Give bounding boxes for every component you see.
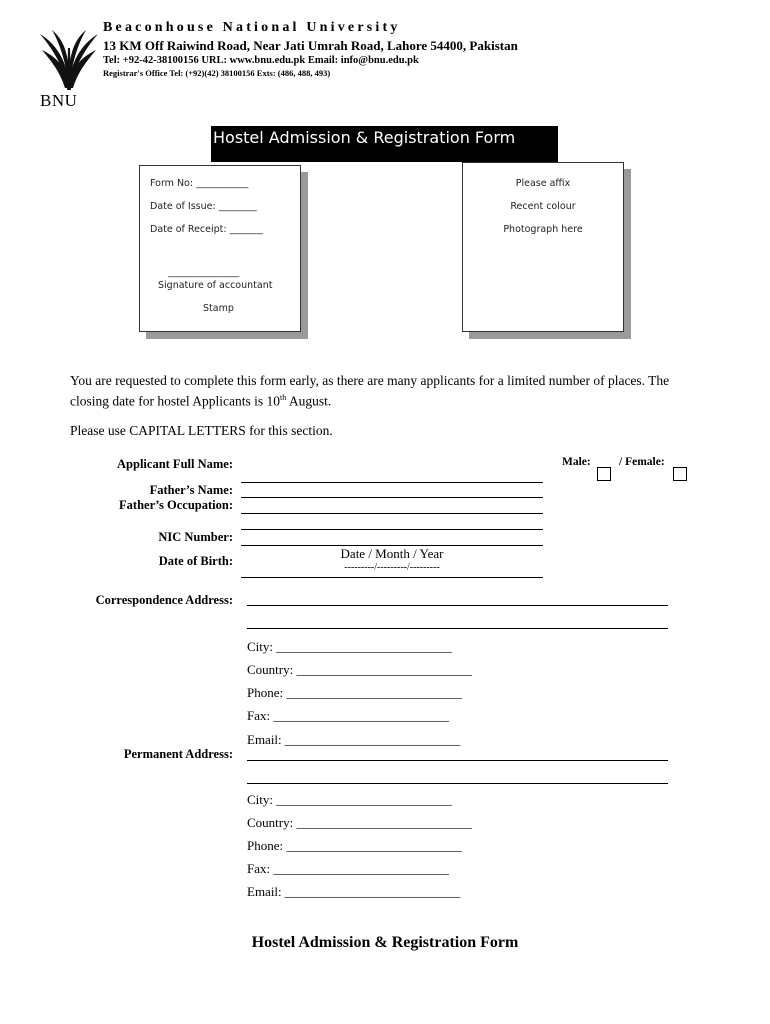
photo-box <box>462 162 624 332</box>
dob-format-hint: Date / Month / Year <box>340 546 444 561</box>
corr-address-label: Correspondence Address: <box>95 593 233 607</box>
perm-country-field[interactable]: Country: ___________________________ <box>247 815 472 830</box>
father-occupation-line[interactable] <box>241 513 543 514</box>
father-name-line[interactable] <box>241 497 543 498</box>
signature-label: Signature of accountant <box>158 280 273 291</box>
perm-phone-field[interactable]: Phone: ___________________________ <box>247 838 462 853</box>
corr-city-field[interactable]: City: ___________________________ <box>247 639 452 654</box>
photo-line-1: Please affix <box>515 178 571 189</box>
registrar-info: Registrar's Office Tel: (+92)(42) 38100156 Exts: (486, 488, 493) <box>103 68 331 78</box>
nic-upper-line[interactable] <box>241 529 543 530</box>
form-title-banner: Hostel Admission & Registration Form <box>211 126 558 162</box>
signature-line: _______________ <box>168 267 240 278</box>
full-name-line[interactable] <box>241 482 543 483</box>
dob-line[interactable] <box>241 577 543 578</box>
perm-address-label: Permanent Address: <box>123 747 233 761</box>
female-checkbox[interactable] <box>673 467 687 481</box>
date-receipt-field: Date of Receipt: _______ <box>150 224 263 235</box>
university-name: Beaconhouse National University <box>103 20 401 35</box>
female-label: / Female: <box>619 456 665 468</box>
dob-dashes[interactable]: ---------/---------/--------- <box>344 562 440 573</box>
father-occupation-label: Father’s Occupation: <box>119 498 233 512</box>
stamp-label: Stamp <box>203 303 234 314</box>
office-use-box <box>139 165 301 332</box>
corr-address-line-2[interactable] <box>247 628 668 629</box>
bottom-form-title: Hostel Admission & Registration Form <box>251 934 519 951</box>
intro-text-end: August. <box>286 393 332 409</box>
perm-email-field[interactable]: Email: ___________________________ <box>247 884 461 899</box>
university-address: 13 KM Off Raiwind Road, Near Jati Umrah Road, Lahore 54400, Pakistan <box>103 38 518 53</box>
intro-paragraph <box>70 372 700 410</box>
father-name-label: Father’s Name: <box>149 483 233 497</box>
perm-address-line-2[interactable] <box>247 783 668 784</box>
form-no-field: Form No: ___________ <box>150 178 249 189</box>
date-issue-field: Date of Issue: ________ <box>150 201 257 212</box>
corr-country-field[interactable]: Country: ___________________________ <box>247 662 472 677</box>
dob-label: Date of Birth: <box>158 554 233 568</box>
perm-fax-field[interactable]: Fax: ___________________________ <box>247 861 449 876</box>
logo-text: BNU <box>40 91 78 110</box>
intro-sup: th <box>279 393 287 402</box>
intro-text: You are requested to complete this form early, as there are many applicants for a limited number of places. The closing date for hostel Applicants is 10 <box>70 373 670 409</box>
photo-line-3: Photograph here <box>503 224 583 235</box>
perm-address-line-1[interactable] <box>247 760 668 761</box>
perm-city-field[interactable]: City: ___________________________ <box>247 792 452 807</box>
corr-fax-field[interactable]: Fax: ___________________________ <box>247 708 449 723</box>
capitals-note: Please use CAPITAL LETTERS for this section. <box>70 423 333 438</box>
contact-info: Tel: +92-42-38100156 URL: www.bnu.edu.pk Email: info@bnu.edu.pk <box>103 55 419 66</box>
photo-line-2: Recent colour <box>510 201 576 212</box>
nic-label: NIC Number: <box>158 530 233 544</box>
corr-address-line-1[interactable] <box>247 605 668 606</box>
male-checkbox[interactable] <box>597 467 611 481</box>
male-label: Male: <box>562 456 591 468</box>
corr-email-field[interactable]: Email: ___________________________ <box>247 732 461 747</box>
full-name-label: Applicant Full Name: <box>117 457 233 471</box>
corr-phone-field[interactable]: Phone: ___________________________ <box>247 685 462 700</box>
